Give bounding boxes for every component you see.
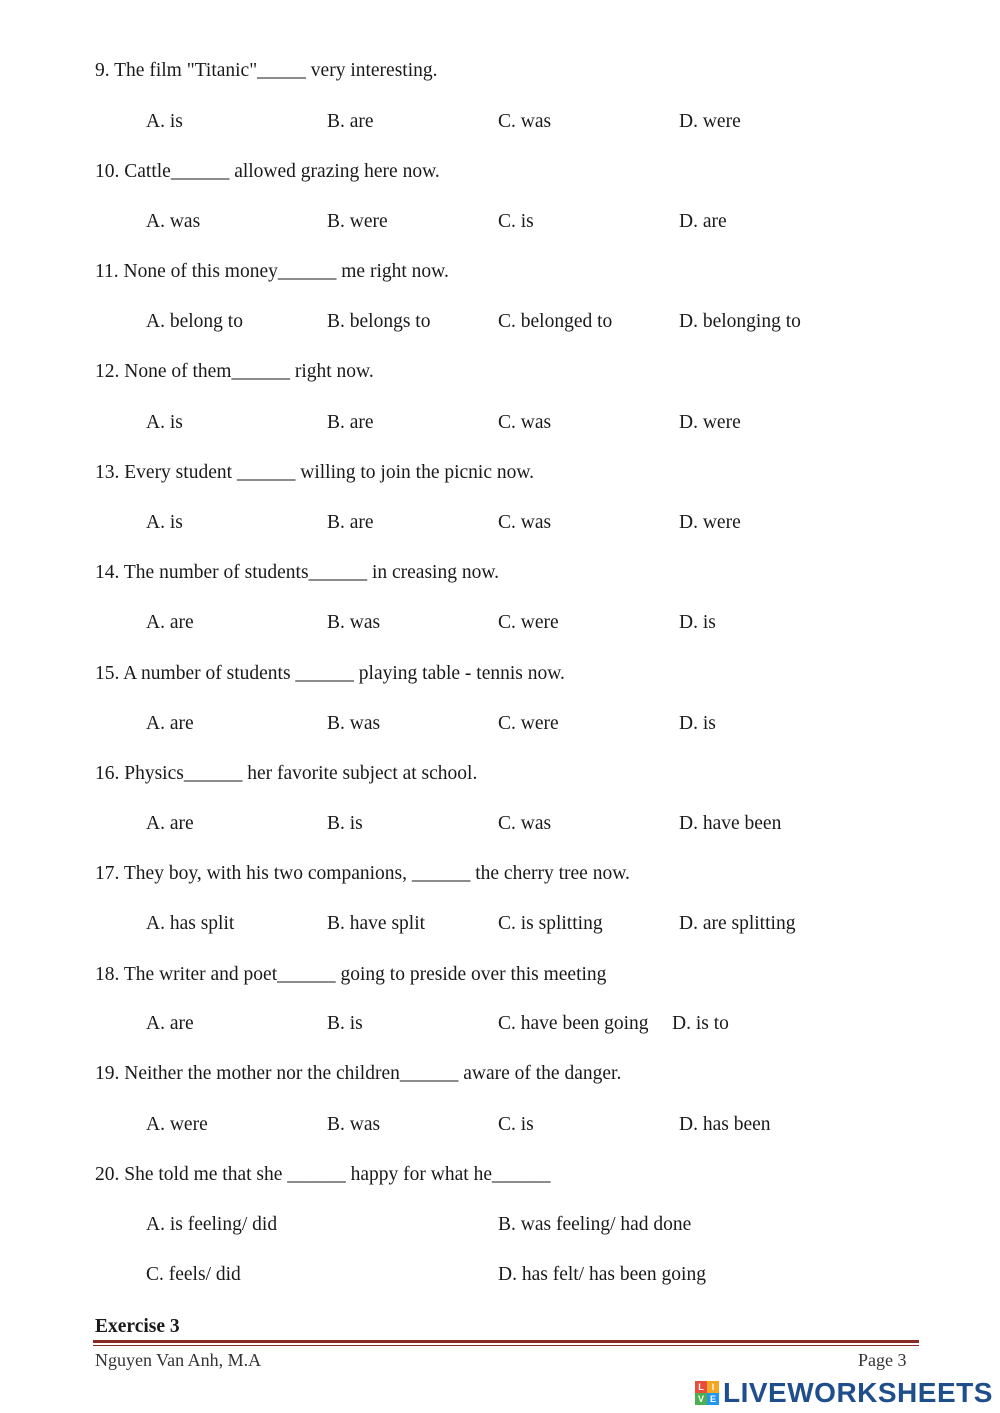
option-15d[interactable]: D. is [679, 713, 716, 734]
badge-letter-v: V [695, 1393, 707, 1405]
option-11b[interactable]: B. belongs to [327, 311, 431, 332]
badge-letter-l: L [695, 1381, 707, 1393]
question-13-stem: 13. Every student ______ willing to join the picnic now. [95, 462, 535, 483]
option-13a[interactable]: A. is [146, 512, 183, 533]
badge-letter-e: E [707, 1393, 719, 1405]
option-15b[interactable]: B. was [327, 713, 381, 734]
liveworksheets-badge-icon [695, 1381, 719, 1405]
option-11a[interactable]: A. belong to [146, 311, 243, 332]
option-17d[interactable]: D. are splitting [679, 913, 796, 934]
footer-page-number: Page 3 [858, 1350, 907, 1370]
option-16b[interactable]: B. is [327, 813, 363, 834]
footer-rule-thick [93, 1340, 919, 1343]
option-12d[interactable]: D. were [679, 412, 741, 433]
option-10b[interactable]: B. were [327, 211, 388, 232]
footer-rule-thin [93, 1345, 919, 1346]
option-10a[interactable]: A. was [146, 211, 201, 232]
option-11d[interactable]: D. belonging to [679, 311, 801, 332]
option-11c[interactable]: C. belonged to [498, 311, 613, 332]
option-9d[interactable]: D. were [679, 111, 741, 132]
option-20d[interactable]: D. has felt/ has been going [498, 1264, 706, 1285]
option-17a[interactable]: A. has split [146, 913, 235, 934]
option-16d[interactable]: D. have been [679, 813, 782, 834]
liveworksheets-logo [695, 1378, 993, 1408]
question-9-stem: 9. The film "Titanic"_____ very interesting. [95, 60, 438, 81]
option-20c[interactable]: C. feels/ did [146, 1264, 241, 1285]
question-14-stem: 14. The number of students______ in creasing now. [95, 562, 500, 583]
question-15-stem: 15. A number of students ______ playing table - tennis now. [95, 663, 565, 684]
option-17c[interactable]: C. is splitting [498, 913, 603, 934]
option-18c[interactable]: C. have been going [498, 1013, 649, 1034]
option-13c[interactable]: C. was [498, 512, 552, 533]
option-12b[interactable]: B. are [327, 412, 374, 433]
option-10c[interactable]: C. is [498, 211, 534, 232]
option-9a[interactable]: A. is [146, 111, 183, 132]
question-12-stem: 12. None of them______ right now. [95, 361, 374, 382]
footer-author: Nguyen Van Anh, M.A [95, 1350, 262, 1370]
option-18a[interactable]: A. are [146, 1013, 194, 1034]
option-17b[interactable]: B. have split [327, 913, 426, 934]
option-18b[interactable]: B. is [327, 1013, 363, 1034]
option-19b[interactable]: B. was [327, 1114, 381, 1135]
option-16a[interactable]: A. are [146, 813, 194, 834]
option-9c[interactable]: C. was [498, 111, 552, 132]
question-10-stem: 10. Cattle______ allowed grazing here now. [95, 161, 440, 182]
option-14b[interactable]: B. was [327, 612, 381, 633]
badge-letter-i: I [707, 1381, 719, 1393]
question-18-stem: 18. The writer and poet______ going to preside over this meeting [95, 964, 607, 985]
option-15a[interactable]: A. are [146, 713, 194, 734]
option-14d[interactable]: D. is [679, 612, 716, 633]
option-18d[interactable]: D. is to [672, 1013, 729, 1034]
question-11-stem: 11. None of this money______ me right now. [95, 261, 449, 282]
option-20b[interactable]: B. was feeling/ had done [498, 1214, 692, 1235]
option-14c[interactable]: C. were [498, 612, 559, 633]
option-15c[interactable]: C. were [498, 713, 559, 734]
question-17-stem: 17. They boy, with his two companions, ______ the cherry tree now. [95, 863, 630, 884]
question-20-stem: 20. She told me that she ______ happy for what he______ [95, 1164, 551, 1185]
option-13d[interactable]: D. were [679, 512, 741, 533]
question-19-stem: 19. Neither the mother nor the children______ aware of the danger. [95, 1063, 622, 1084]
option-13b[interactable]: B. are [327, 512, 374, 533]
option-19d[interactable]: D. has been [679, 1114, 771, 1135]
option-12c[interactable]: C. was [498, 412, 552, 433]
option-19a[interactable]: A. were [146, 1114, 208, 1135]
exercise-3-heading: Exercise 3 [95, 1316, 180, 1337]
option-20a[interactable]: A. is feeling/ did [146, 1214, 278, 1235]
option-9b[interactable]: B. are [327, 111, 374, 132]
option-10d[interactable]: D. are [679, 211, 727, 232]
question-16-stem: 16. Physics______ her favorite subject at school. [95, 763, 478, 784]
option-19c[interactable]: C. is [498, 1114, 534, 1135]
liveworksheets-wordmark: LIVEWORKSHEETS [723, 1377, 993, 1408]
option-16c[interactable]: C. was [498, 813, 552, 834]
option-12a[interactable]: A. is [146, 412, 183, 433]
option-14a[interactable]: A. are [146, 612, 194, 633]
